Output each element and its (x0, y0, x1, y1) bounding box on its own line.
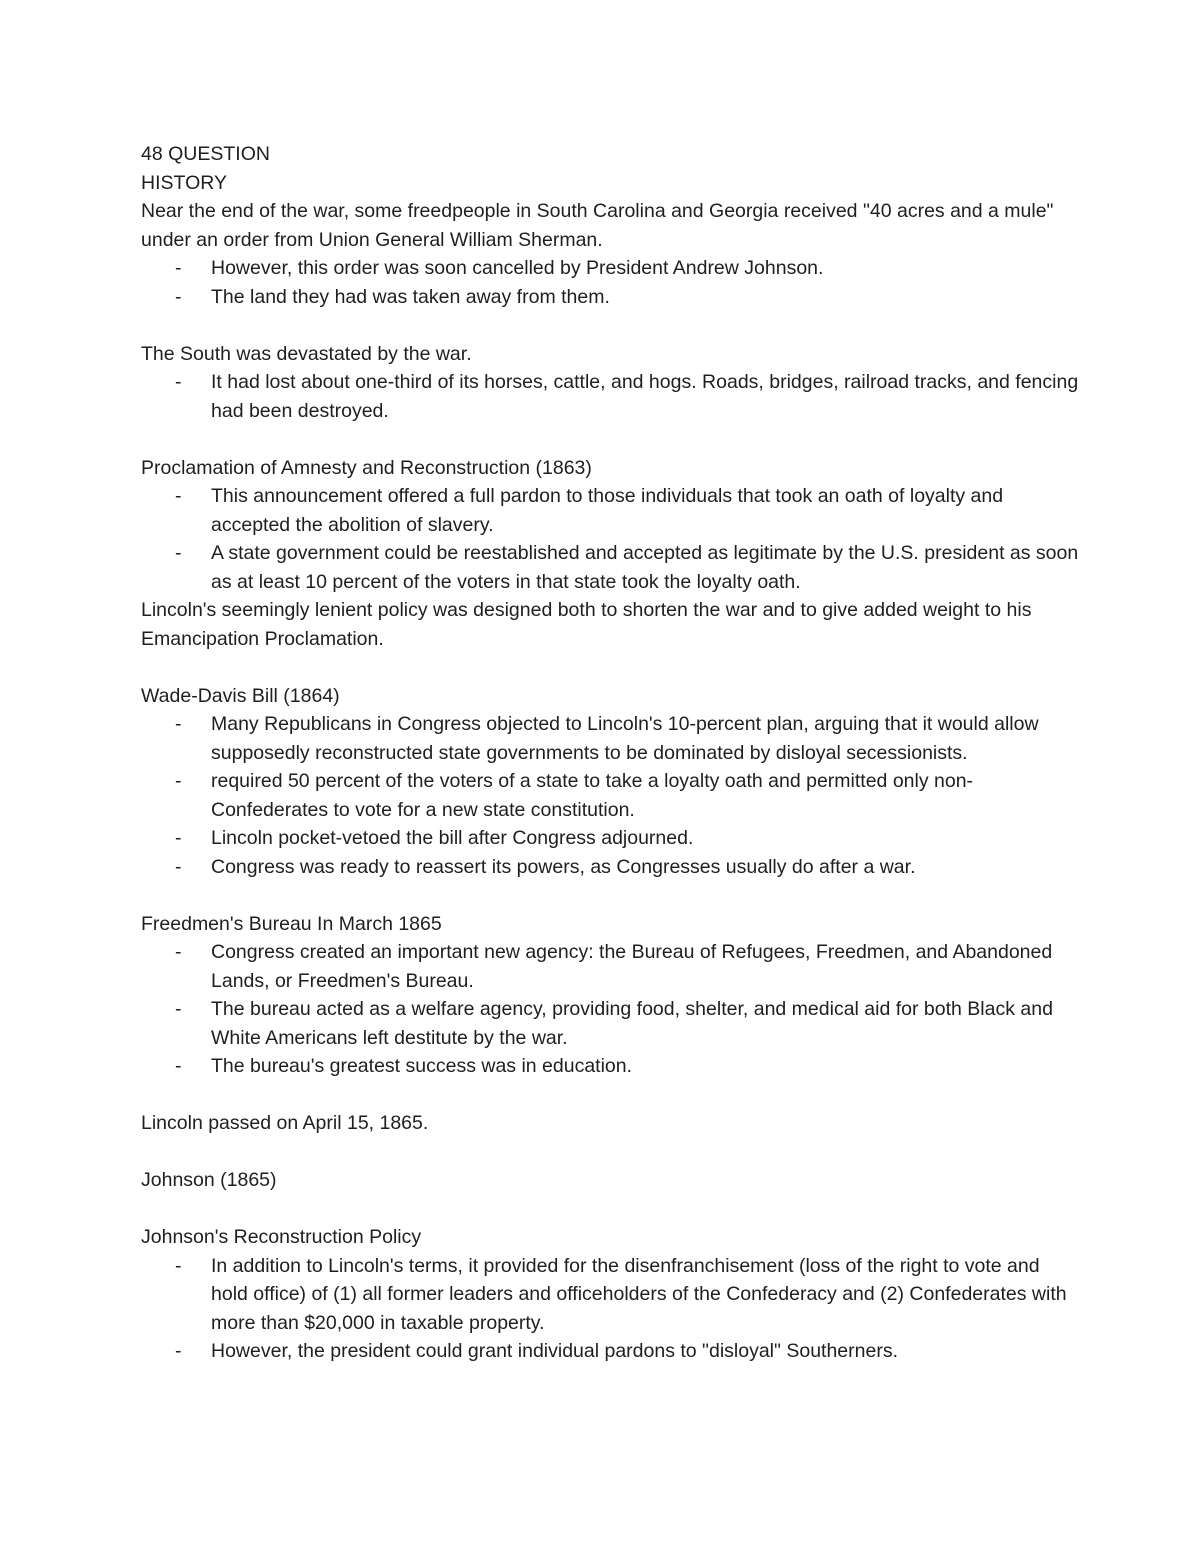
bullet-item: - Congress created an important new agency: the Bureau of Refugees, Freedmen, and Abandoned Lands, or Freedmen's Bureau. (141, 938, 1081, 995)
bullet-item: - Many Republicans in Congress objected to Lincoln's 10-percent plan, arguing that it would allow supposedly reconstructed state governments to be dominated by disloyal secessionists. (141, 710, 1081, 767)
document-title: 48 QUESTION (141, 143, 270, 165)
bullet-item: - The land they had was taken away from them. (141, 283, 1081, 312)
bullet-item: - In addition to Lincoln's terms, it provided for the disenfranchisement (loss of the right to vote and hold office) of (1) all former leaders and officeholders of the Confederacy and (2) Confederates with more than $20,000 in taxable property. (141, 1252, 1081, 1338)
section-wade-davis-bullets (141, 710, 1081, 881)
section-south-devastated-bullets (141, 368, 1081, 425)
section-johnson-policy-bullets (141, 1252, 1081, 1366)
section-wade-davis-title: Wade-Davis Bill (1864) (141, 684, 340, 707)
spacer (141, 1195, 1081, 1224)
spacer (141, 311, 1081, 340)
spacer (141, 1081, 1081, 1110)
spacer (141, 425, 1081, 454)
bullet-item: - The bureau acted as a welfare agency, providing food, shelter, and medical aid for both Black and White Americans left destitute by the war. (141, 995, 1081, 1052)
section-south-devastated-title: The South was devastated by the war. (141, 342, 472, 365)
section-lincoln-passed: Lincoln passed on April 15, 1865. (141, 1112, 429, 1134)
bullet-item: - However, the president could grant individual pardons to "disloyal" Southerners. (141, 1337, 1081, 1366)
spacer (141, 653, 1081, 682)
section-freedmens-bureau-title: Freedmen's Bureau In March 1865 (141, 912, 442, 935)
document-page (141, 140, 1081, 1366)
section-amnesty-note: Lincoln's seemingly lenient policy was designed both to shorten the war and to give added weight to his Emancipation Proclamation. (141, 599, 1032, 650)
bullet-item: - required 50 percent of the voters of a state to take a loyalty oath and permitted only non-Confederates to vote for a new state constitution. (141, 767, 1081, 824)
section-freedmens-bureau-bullets (141, 938, 1081, 1081)
bullet-item: - Congress was ready to reassert its powers, as Congresses usually do after a war. (141, 853, 1081, 882)
document-subject: HISTORY (141, 171, 227, 194)
bullet-item: - It had lost about one-third of its horses, cattle, and hogs. Roads, bridges, railroad tracks, and fencing had been destroyed. (141, 368, 1081, 425)
spacer (141, 881, 1081, 910)
section-amnesty-title: Proclamation of Amnesty and Reconstruction (1863) (141, 456, 592, 479)
spacer (141, 1138, 1081, 1167)
section-amnesty-bullets (141, 482, 1081, 596)
bullet-item: - Lincoln pocket-vetoed the bill after Congress adjourned. (141, 824, 1081, 853)
section-johnson-policy-title: Johnson's Reconstruction Policy (141, 1226, 422, 1248)
section-sherman-bullets (141, 254, 1081, 311)
bullet-item: - This announcement offered a full pardon to those individuals that took an oath of loyalty and accepted the abolition of slavery. (141, 482, 1081, 539)
bullet-item: - The bureau's greatest success was in education. (141, 1052, 1081, 1081)
section-johnson-title: Johnson (1865) (141, 1169, 277, 1191)
bullet-item: - A state government could be reestablished and accepted as legitimate by the U.S. president as soon as at least 10 percent of the voters in that state took the loyalty oath. (141, 539, 1081, 596)
bullet-item: - However, this order was soon cancelled by President Andrew Johnson. (141, 254, 1081, 283)
section-sherman-intro: Near the end of the war, some freedpeople in South Carolina and Georgia received "40 acres and a mule" under an order from Union General William Sherman. (141, 200, 1054, 251)
